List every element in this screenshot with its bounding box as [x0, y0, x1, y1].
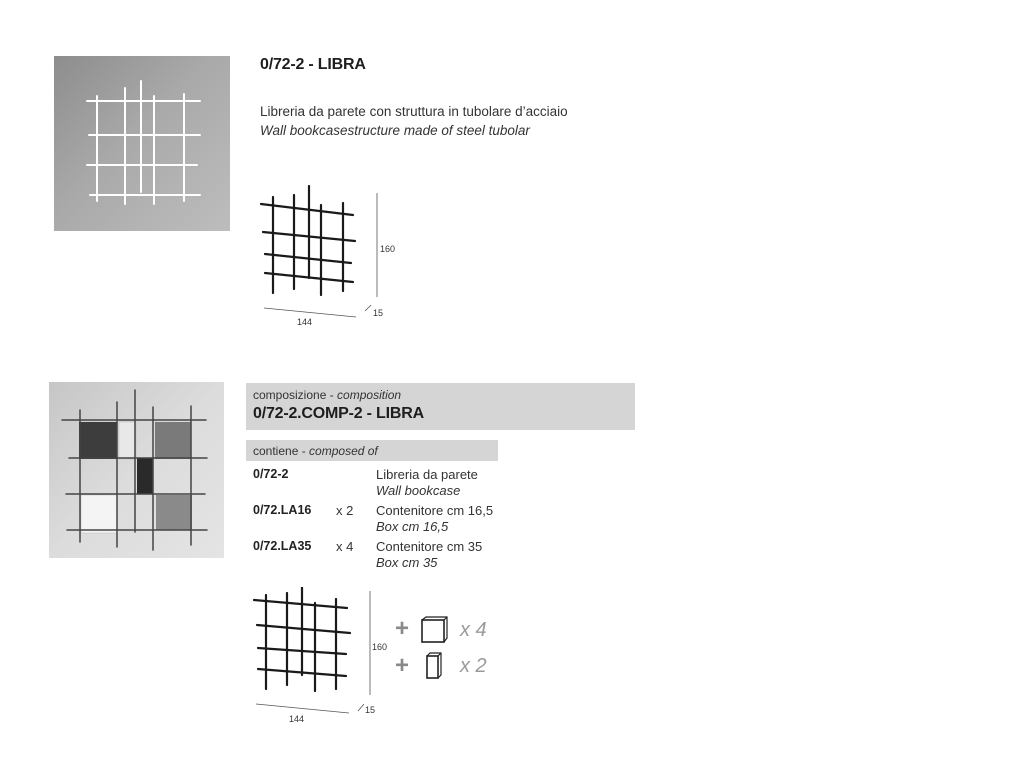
composition-height-label: 160	[372, 642, 388, 652]
item-code: 0/72.LA35	[253, 539, 312, 553]
composition-photo-libra	[49, 382, 224, 558]
composition-label-separator: -	[326, 388, 338, 402]
contains-label-en: composed of	[309, 444, 378, 458]
bookcase-with-boxes-image	[49, 382, 224, 558]
contains-label-separator: -	[298, 444, 310, 458]
item-description-en: Wall bookcase	[376, 483, 461, 498]
small-box-icon	[424, 650, 444, 680]
item-description-it: Libreria da parete	[376, 467, 478, 482]
item-code: 0/72.LA16	[253, 503, 312, 517]
small-box-multiplier: x 2	[460, 655, 487, 677]
item-description-en: Box cm 16,5	[376, 519, 449, 534]
composition-depth-label: 15	[365, 705, 376, 715]
item-description-en: Box cm 35	[376, 555, 438, 570]
white-grid-bookcase-image	[54, 56, 230, 231]
item-description-it: Contenitore cm 16,5	[376, 503, 494, 518]
item-quantity: x 4	[336, 539, 354, 554]
large-box-multiplier: x 4	[460, 619, 487, 641]
composition-technical-drawing	[248, 587, 388, 717]
large-box-icon	[419, 615, 449, 645]
product-description-en: Wall bookcasestructure made of steel tubolar	[260, 123, 530, 138]
plus-sign: +	[395, 615, 410, 642]
contains-label	[253, 444, 378, 458]
contains-label-it: contiene	[253, 444, 299, 458]
plus-sign: +	[395, 652, 410, 679]
depth-dimension-label: 15	[373, 308, 384, 318]
width-dimension-label: 144	[297, 317, 313, 327]
item-description-it: Contenitore cm 35	[376, 539, 483, 554]
product-description-it: Libreria da parete con struttura in tubolare d’acciaio	[260, 104, 568, 119]
height-dimension-label: 160	[380, 244, 396, 254]
product-title: 0/72-2 - LIBRA	[260, 56, 366, 73]
composition-width-label: 144	[289, 714, 305, 724]
composition-label	[253, 388, 401, 402]
composition-label-it: composizione	[253, 388, 327, 402]
product-photo-libra	[54, 56, 230, 231]
item-code: 0/72-2	[253, 467, 289, 481]
composition-title: 0/72-2.COMP-2 - LIBRA	[253, 405, 424, 422]
composition-label-en: composition	[337, 388, 402, 402]
item-quantity: x 2	[336, 503, 354, 518]
